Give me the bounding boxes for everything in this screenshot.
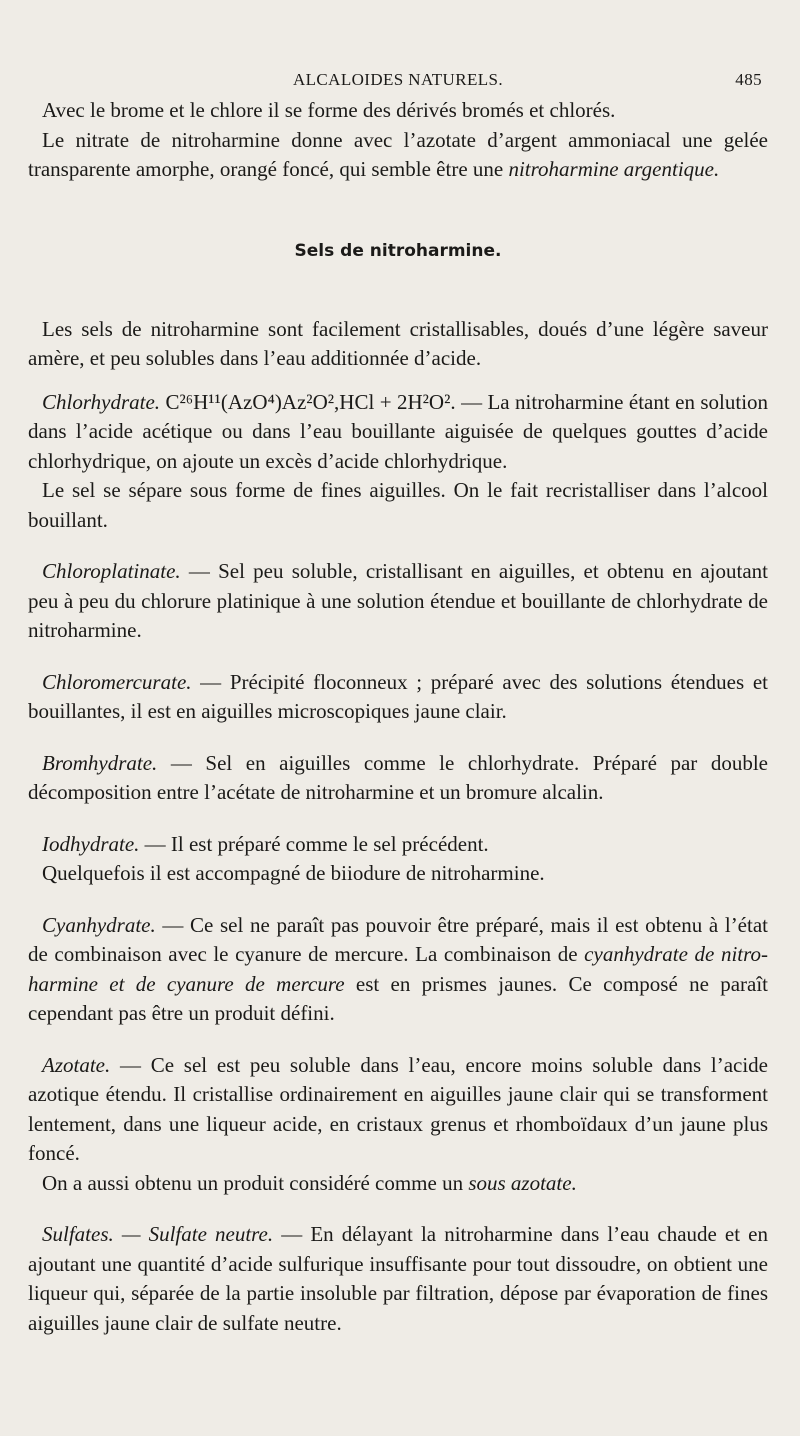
paragraph-chloroplatinate — [28, 557, 768, 646]
paragraph-brome: Avec le brome et le chlore il se forme des dérivés bromés et chlorés. — [42, 98, 616, 122]
page-number: 485 — [735, 70, 762, 89]
paragraph-azotate-2 — [28, 1169, 768, 1199]
paragraph-nitrate — [28, 126, 768, 185]
azotate-2-text: On a aussi obtenu un produit considéré comme un — [42, 1170, 469, 1195]
sulfates-label: Sulfates. — Sulfate neutre. — [42, 1222, 274, 1246]
running-header — [28, 66, 768, 96]
nitrate-text: Le nitrate de nitroharmine donne avec l’azotate d’argent ammoniacal une gelée transparente amorphe, orangé foncé, qui semble être une — [28, 127, 768, 181]
azotate-label: Azotate. — [42, 1052, 111, 1077]
paragraph-iodhydrate — [28, 830, 768, 860]
paragraph-chlorhydrate-2: Le sel se sépare sous forme de fines aiguilles. On le fait recristalliser dans l’alcool bouillant. — [28, 478, 768, 532]
iodhydrate-text: — Il est préparé comme le sel précédent. — [139, 831, 489, 856]
chloromercurate-text: — Précipité floconneux ; préparé avec des solutions étendues et bouillantes, il est en aiguilles microscopiques jaune clair. — [28, 669, 768, 723]
sulfates-text: — En délayant la nitroharmine dans l’eau chaude et en ajoutant une quantité d’acide sulfurique insuffisante pour tout dissoudre, on obtient une liqueur qui, séparée de la partie insoluble par filtration, dépose par évaporation de fines aiguilles jaune clair de sulfate neutre. — [28, 1222, 768, 1335]
cyanhydrate-italic: cyanhydrate de nitro-harmine et de cyanure de mercure — [28, 942, 768, 996]
cyanhydrate-text-2: est en prismes jaunes. Ce composé ne paraît cependant pas être un produit défini. — [28, 971, 769, 1025]
chlorhydrate-label: Chlorhydrate. — [42, 389, 161, 414]
azotate-2-italic: sous azotate. — [468, 1170, 577, 1195]
paragraph-chloromercurate — [28, 668, 768, 727]
paragraph-bromhydrate — [28, 749, 768, 808]
paragraph-sels-intro: Les sels de nitroharmine sont facilement cristallisables, doués d’une légère saveur amère, et peu solubles dans l’eau additionnée d’acide. — [28, 316, 768, 370]
header-title: ALCALOIDES NATURELS. — [292, 70, 504, 89]
chlorhydrate-formula: C²⁶H¹¹(AzO⁴)Az²O²,HCl + 2H²O². — [165, 389, 456, 414]
paragraph-azotate — [28, 1051, 768, 1169]
chloroplatinate-label: Chloroplatinate. — [42, 559, 181, 583]
paragraph-chlorhydrate — [28, 388, 768, 477]
paragraph-sulfates — [28, 1220, 768, 1338]
chloroplatinate-text: — Sel peu soluble, cristallisant en aiguilles, et obtenu en ajoutant peu à peu du chlorure platinique à une solution étendue et bouillante de chlorhydrate de nitroharmine. — [28, 559, 768, 642]
chlorhydrate-text: — La nitroharmine étant en solution dans l’acide acétique ou dans l’eau bouillante aiguisée de quelques gouttes d’acide chlorhydrique, on ajoute un excès d’acide chlorhydrique. — [28, 389, 769, 473]
nitrate-italic: nitroharmine argentique. — [508, 157, 720, 181]
bromhydrate-text: — Sel en aiguilles comme le chlorhydrate. Préparé par double décomposition entre l’acétate de nitroharmine et un bromure alcalin. — [28, 750, 768, 804]
cyanhydrate-text-1: — Ce sel ne paraît pas pouvoir être préparé, mais il est obtenu à l’état de combinaison avec le cyanure de mercure. La combinaison de — [28, 912, 768, 966]
iodhydrate-label: Iodhydrate. — [42, 831, 140, 856]
chloromercurate-label: Chloromercurate. — [42, 669, 192, 694]
paragraph-iodhydrate-2: Quelquefois il est accompagné de biiodure de nitroharmine. — [42, 861, 545, 885]
cyanhydrate-label: Cyanhydrate. — [42, 912, 156, 937]
bromhydrate-label: Bromhydrate. — [42, 750, 158, 775]
azotate-text: — Ce sel est peu soluble dans l’eau, encore moins soluble dans l’acide azotique étendu. Il cristallise ordinairement en aiguilles jaune clair qui se transforment lentement, dans une liqueur acide, en cristaux grenus et rhomboïdaux d’un jaune plus foncé. — [28, 1052, 768, 1165]
paragraph-cyanhydrate — [28, 911, 768, 1029]
section-heading: Sels de nitroharmine. — [294, 240, 502, 261]
